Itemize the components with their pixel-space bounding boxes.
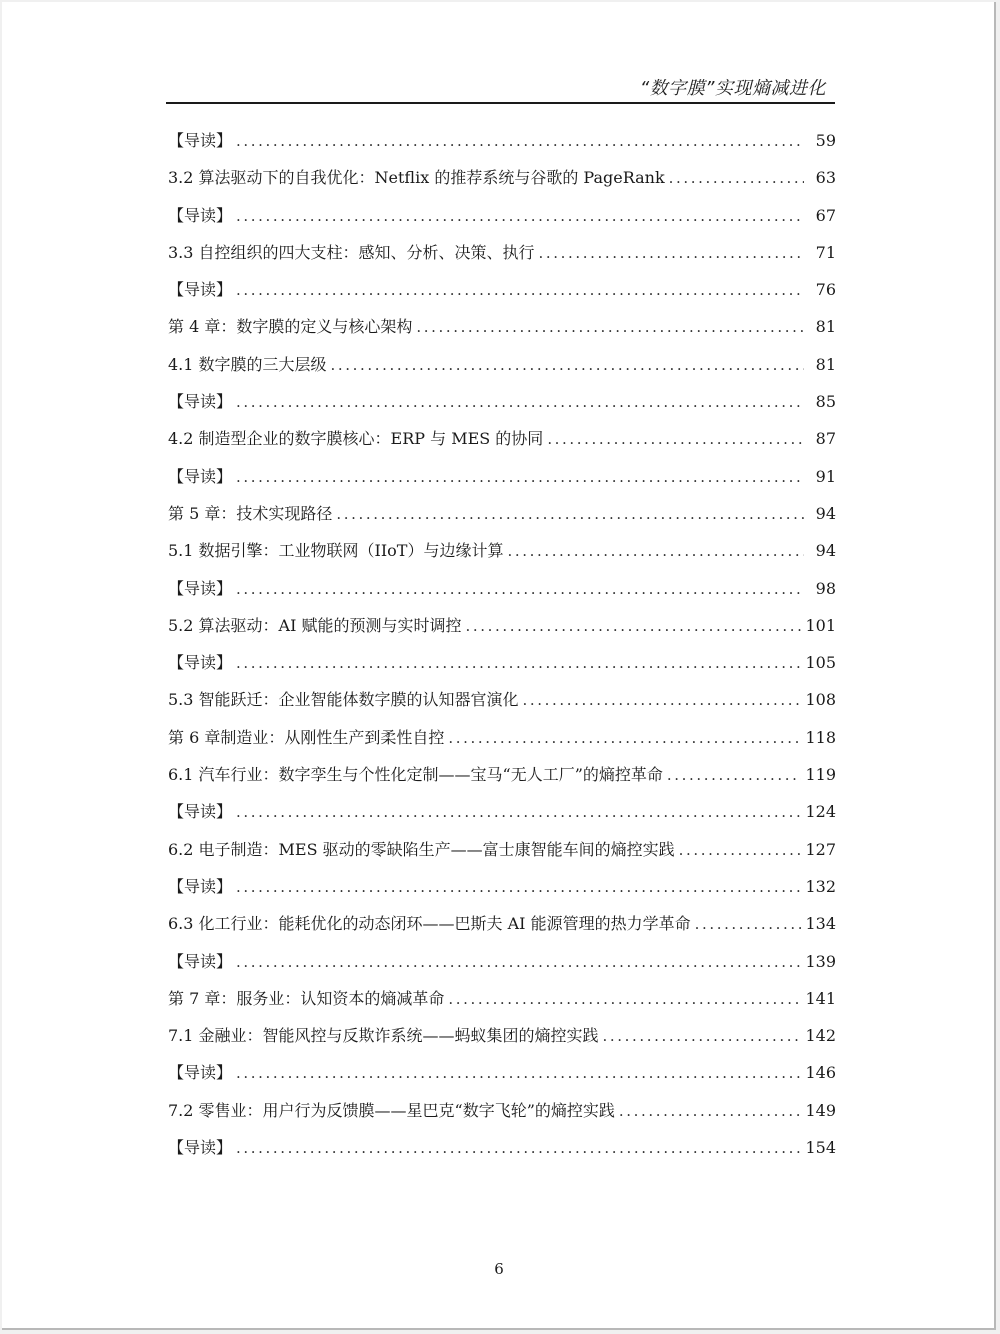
toc-entry[interactable] — [168, 495, 836, 532]
toc-entry-title: 【导读】 — [168, 131, 233, 150]
toc-dot-leader — [507, 533, 804, 570]
toc-entry-page-number: 127 — [805, 839, 836, 859]
toc-dot-leader — [547, 421, 804, 458]
toc-entry[interactable] — [168, 831, 836, 868]
toc-entry[interactable] — [168, 980, 836, 1017]
toc-entry-title: 5.2 算法驱动：AI 赋能的预测与实时调控 — [168, 615, 462, 635]
toc-entry-title: 【导读】 — [168, 876, 233, 896]
toc-dot-leader — [236, 198, 804, 235]
toc-entry-page-number: 94 — [815, 541, 836, 561]
toc-entry[interactable] — [168, 197, 836, 234]
toc-entry-title: 7.2 零售业：用户行为反馈膜——星巴克“数字飞轮”的熵控实践 — [168, 1100, 615, 1120]
table-of-contents — [168, 122, 836, 1166]
toc-entry-title: 【导读】 — [168, 653, 233, 673]
toc-entry[interactable] — [168, 607, 836, 644]
toc-entry-title: 【导读】 — [168, 205, 233, 225]
running-header: “数字膜”实现熵减进化 — [639, 78, 826, 99]
toc-entry-title: 【导读】 — [168, 1138, 233, 1158]
toc-entry[interactable] — [168, 122, 836, 159]
toc-entry[interactable] — [168, 1092, 836, 1129]
toc-entry-page-number: 85 — [815, 392, 836, 412]
toc-entry-page-number: 149 — [805, 1100, 836, 1120]
toc-entry-page-number: 108 — [805, 690, 836, 710]
toc-entry[interactable] — [168, 793, 836, 830]
toc-dot-leader — [448, 981, 801, 1018]
toc-dot-leader — [539, 235, 804, 272]
toc-dot-leader — [416, 309, 804, 346]
toc-dot-leader — [236, 272, 804, 309]
toc-dot-leader — [236, 1130, 801, 1167]
toc-entry-page-number: 59 — [815, 131, 836, 150]
toc-dot-leader — [669, 160, 804, 197]
toc-entry-page-number: 94 — [815, 503, 836, 523]
toc-entry-page-number: 87 — [815, 429, 836, 449]
toc-entry-title: 【导读】 — [168, 1063, 233, 1083]
toc-entry-page-number: 118 — [805, 727, 836, 747]
toc-entry-page-number: 119 — [805, 765, 836, 785]
toc-entry-title: 6.2 电子制造：MES 驱动的零缺陷生产——富士康智能车间的熵控实践 — [168, 839, 675, 859]
toc-dot-leader — [448, 720, 801, 757]
page-number: 6 — [494, 1260, 504, 1278]
toc-dot-leader — [236, 123, 804, 160]
toc-dot-leader — [695, 906, 802, 943]
toc-entry-title: 【导读】 — [168, 280, 233, 300]
toc-dot-leader — [236, 944, 801, 981]
toc-dot-leader — [619, 1093, 802, 1130]
toc-dot-leader — [679, 832, 802, 869]
toc-entry-page-number: 91 — [815, 466, 836, 486]
toc-entry-page-number: 76 — [815, 280, 836, 300]
toc-entry[interactable] — [168, 159, 836, 196]
toc-entry[interactable] — [168, 868, 836, 905]
toc-entry[interactable] — [168, 234, 836, 271]
toc-entry-page-number: 124 — [805, 802, 836, 822]
toc-entry-title: 4.1 数字膜的三大层级 — [168, 354, 327, 374]
toc-dot-leader — [236, 459, 804, 496]
toc-dot-leader — [236, 1055, 801, 1092]
toc-entry-page-number: 154 — [805, 1138, 836, 1158]
toc-entry-title: 6.1 汽车行业：数字孪生与个性化定制——宝马“无人工厂”的熵控革命 — [168, 765, 663, 785]
toc-entry[interactable] — [168, 681, 836, 718]
toc-entry[interactable] — [168, 1054, 836, 1091]
toc-entry[interactable] — [168, 383, 836, 420]
toc-entry-page-number: 71 — [815, 242, 836, 262]
toc-entry-title: 3.2 算法驱动下的自我优化：Netflix 的推荐系统与谷歌的 PageRank — [168, 168, 665, 188]
toc-entry-title: 5.1 数据引擎：工业物联网（IIoT）与边缘计算 — [168, 541, 504, 561]
toc-entry-title: 【导读】 — [168, 802, 233, 822]
toc-entry-page-number: 139 — [805, 951, 836, 971]
toc-entry-page-number: 105 — [805, 653, 836, 673]
toc-dot-leader — [236, 571, 804, 608]
toc-entry[interactable] — [168, 458, 836, 495]
toc-entry[interactable] — [168, 1017, 836, 1054]
header-rule — [166, 102, 835, 104]
toc-entry[interactable] — [168, 756, 836, 793]
toc-entry-page-number: 142 — [805, 1026, 836, 1046]
toc-entry-page-number: 141 — [805, 988, 836, 1008]
toc-entry-page-number: 81 — [815, 354, 836, 374]
toc-dot-leader — [236, 384, 804, 421]
toc-entry-page-number: 98 — [815, 578, 836, 598]
toc-entry[interactable] — [168, 644, 836, 681]
toc-entry-title: 第 7 章：服务业：认知资本的熵减革命 — [168, 988, 445, 1008]
toc-entry[interactable] — [168, 943, 836, 980]
toc-entry-title: 5.3 智能跃迁：企业智能体数字膜的认知器官演化 — [168, 690, 519, 710]
toc-entry[interactable] — [168, 570, 836, 607]
toc-dot-leader — [667, 757, 802, 794]
toc-entry-title: 第 4 章：数字膜的定义与核心架构 — [168, 317, 413, 337]
toc-entry-page-number: 81 — [815, 317, 836, 337]
toc-dot-leader — [236, 645, 801, 682]
toc-dot-leader — [331, 347, 804, 384]
toc-dot-leader — [523, 682, 802, 719]
toc-entry-page-number: 132 — [805, 876, 836, 896]
toc-dot-leader — [236, 794, 801, 831]
toc-dot-leader — [466, 608, 802, 645]
toc-entry[interactable] — [168, 719, 836, 756]
toc-entry[interactable] — [168, 308, 836, 345]
toc-entry-title: 【导读】 — [168, 466, 233, 486]
toc-entry-title: 第 6 章制造业：从刚性生产到柔性自控 — [168, 727, 445, 747]
toc-entry-title: 3.3 自控组织的四大支柱：感知、分析、决策、执行 — [168, 242, 535, 262]
toc-entry-page-number: 146 — [805, 1063, 836, 1083]
toc-entry-title: 【导读】 — [168, 951, 233, 971]
toc-entry[interactable] — [168, 532, 836, 569]
document-page — [2, 2, 996, 1330]
toc-entry-title: 6.3 化工行业：能耗优化的动态闭环——巴斯夫 AI 能源管理的热力学革命 — [168, 914, 691, 934]
toc-entry[interactable] — [168, 1129, 836, 1166]
toc-entry-page-number: 134 — [805, 914, 836, 934]
toc-entry-page-number: 101 — [805, 615, 836, 635]
toc-entry[interactable] — [168, 905, 836, 942]
toc-entry[interactable] — [168, 271, 836, 308]
toc-entry[interactable] — [168, 420, 836, 457]
toc-entry-page-number: 67 — [815, 205, 836, 225]
toc-entry-title: 4.2 制造型企业的数字膜核心：ERP 与 MES 的协同 — [168, 429, 544, 449]
toc-entry-title: 【导读】 — [168, 392, 233, 412]
toc-entry-title: 7.1 金融业：智能风控与反欺诈系统——蚂蚁集团的熵控实践 — [168, 1026, 599, 1046]
toc-entry-page-number: 63 — [815, 168, 836, 188]
toc-entry-title: 【导读】 — [168, 578, 233, 598]
toc-dot-leader — [336, 496, 804, 533]
toc-entry[interactable] — [168, 346, 836, 383]
toc-entry-title: 第 5 章：技术实现路径 — [168, 503, 333, 523]
toc-dot-leader — [236, 869, 801, 906]
toc-dot-leader — [603, 1018, 802, 1055]
